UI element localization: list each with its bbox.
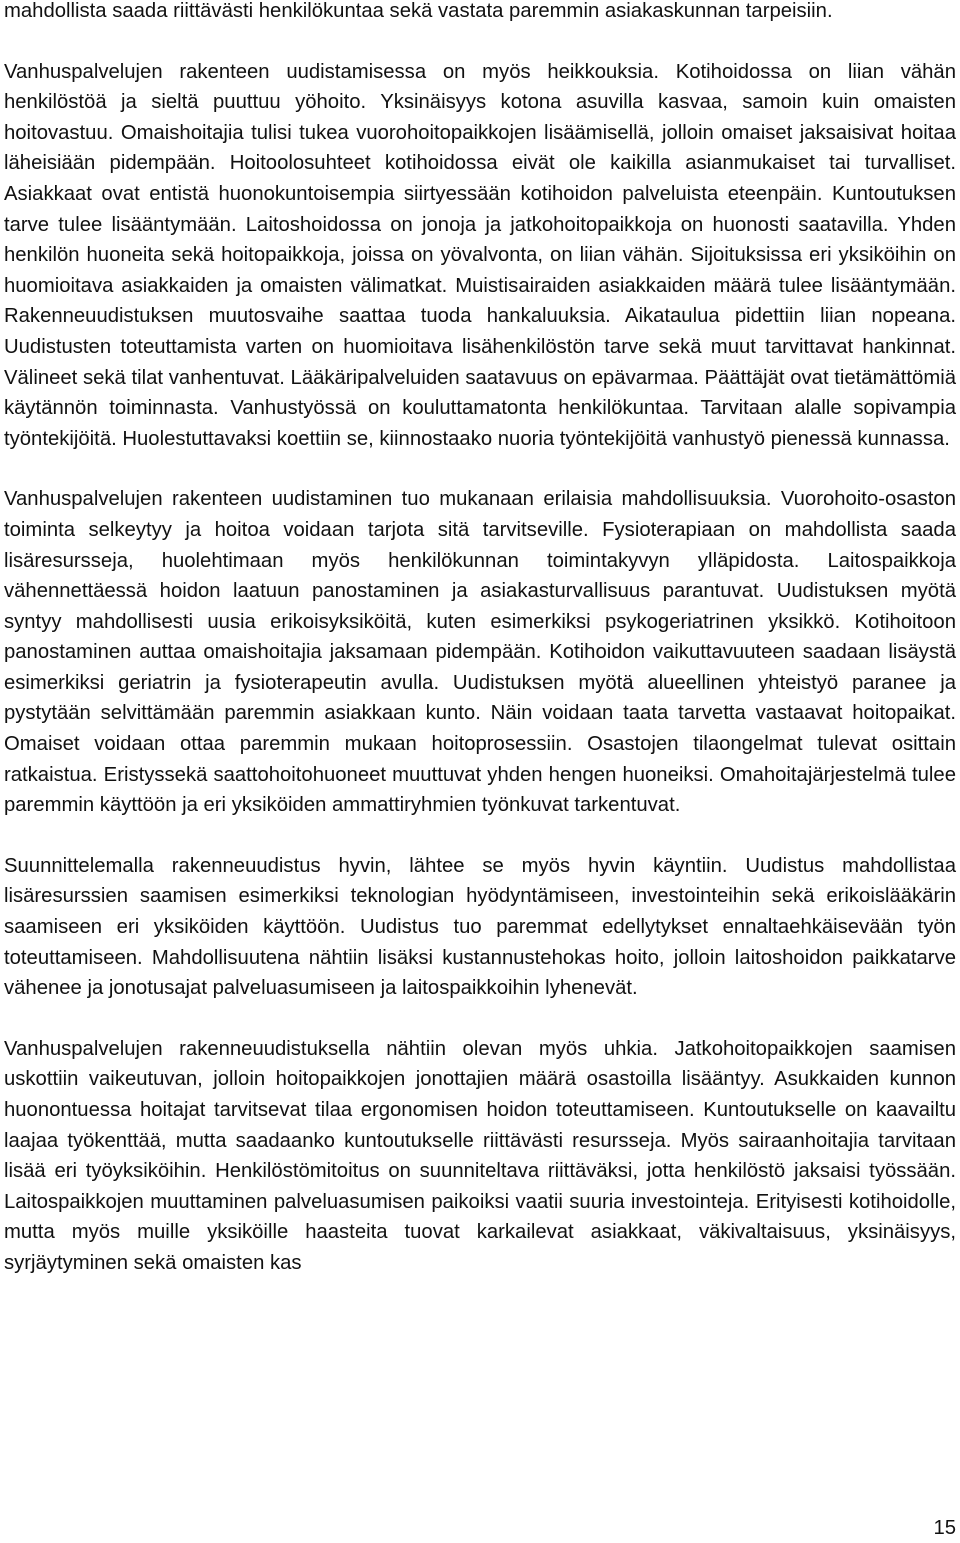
paragraph-planning: Suunnittelemalla rakenneuudistus hyvin, lähtee se myös hyvin käyntiin. Uudistus mahdollistaa lisäresurssien saamisen esimerkiksi teknologian hyödyntämiseen, investointeihin sekä erikoislääkärin saamiseen eri yksiköiden käyttöön. Uudistus tuo paremmat edellytykset ennaltaehkäisevään työn toteuttamiseen. Mahdollisuutena nähtiin lisäksi kustannustehokas hoito, jolloin laitoshoidon paikkatarve vähenee ja jonotusajat palveluasumiseen ja laitospaikkoihin lyhenevät. (4, 854, 956, 1000)
paragraph-weaknesses: Vanhuspalvelujen rakenteen uudistamisessa on myös heikkouksia. Kotihoidossa on liian vähän henkilöstöä ja sieltä puuttuu yöhoito. Yksinäisyys kotona asuvilla kasvaa, samoin kuin omaisten hoitovastuu. Omaishoitajia tulisi tukea vuorohoitopaikkojen lisäämisellä, jolloin omaiset jaksaisivat hoitaa läheisiään pidempään. Hoitoolosuhteet kotihoidossa eivät ole kaikilla asianmukaiset tai turvalliset. Asiakkaat ovat entistä huonokuntoisempia siirtyessään kotihoidon palveluista eteenpäin. Kuntoutuksen tarve tulee lisääntymään. Laitoshoidossa on jonoja ja jatkohoitopaikkoja on huonosti saatavilla. Yhden henkilön huoneita sekä hoitopaikkoja, joissa on yövalvonta, on liian vähän. Sijoituksissa eri yksiköihin on huomioitava asiakkaiden ja omaisten välimatkat. Muistisairaiden asiakkaiden määrä tulee lisääntymään. Rakenneuudistuksen muutosvaihe saattaa tuoda hankaluuksia. Aikataulua pidettiin liian nopeana. Uudistusten toteuttamista varten on huomioitava lisähenkilöstön tarve sekä muut tarvittavat hankinnat. Välineet sekä tilat vanhentuvat. Lääkäripalveluiden saatavuus on epävarmaa. Päättäjät ovat tietämättömiä käytännön toiminnasta. Vanhustyössä on kouluttamatonta henkilökuntaa. Tarvitaan alalle sopivampia työntekijöitä. Huolestuttavaksi koettiin se, kiinnostaako nuoria työntekijöitä vanhustyö pienessä kunnassa. (4, 60, 956, 450)
paragraph-opportunities: Vanhuspalvelujen rakenteen uudistaminen tuo mukanaan erilaisia mahdollisuuksia. Vuorohoito-osaston toiminta selkeytyy ja hoitoa voidaan tarjota sitä tarvitseville. Fysioterapiaan on mahdollista saada lisäresursseja, huolehtimaan myös henkilökunnan toimintakyvyn ylläpidosta. Laitospaikkoja vähennettäessä hoidon laatuun panostaminen ja asiakasturvallisuus parantuvat. Uudistuksen myötä syntyy mahdollisesti uusia erikoisyksiköitä, kuten esimerkiksi psykogeriatrinen yksikkö. Kotihoitoon panostaminen auttaa omaishoitajia jaksamaan pidempään. Kotihoidon vaikuttavuuteen saadaan lisäystä esimerkiksi geriatrin ja fysioterapeutin avulla. Uudistuksen myötä alueellinen yhteistyö paranee ja pystytään selvittämään paremmin asiakkaan kunto. Näin voidaan taata tarvetta vastaavat hoitopaikat. Omaiset voidaan ottaa paremmin mukaan hoitoprosessiin. Osastojen tilaongelmat tulevat osittain ratkaistua. Eristyssekä saattohoitohuoneet muuttuvat yhden hengen huoneiksi. Omahoitajärjestelmä tulee paremmin käyttöön ja eri yksiköiden ammattiryhmien työnkuvat tarkentuvat. (4, 488, 956, 817)
paragraph-continuation: mahdollista saada riittävästi henkilökuntaa sekä vastata paremmin asiakaskunnan tarpeisiin. (4, 0, 833, 22)
page-number: 15 (933, 1517, 956, 1539)
paragraph-threats: Vanhuspalvelujen rakenneuudistuksella nähtiin olevan myös uhkia. Jatkohoitopaikkojen saamisen uskottiin vaikeutuvan, jolloin hoitopaikkojen jonottajien määrä osastoilla lisääntyy. Asukkaiden kunnon huonontuessa hoitajat tarvitsevat tilaa ergonomisen hoidon toteuttamiseen. Kuntoutukselle on kaavailtu laajaa työkenttää, mutta saadaanko kuntoutukselle riittävästi resursseja. Myös sairaanhoitajia tarvitaan lisää eri työyksiköihin. Henkilöstömitoitus on suunniteltava riittäväksi, jotta henkilöstö jaksaisi työssään. Laitospaikkojen muuttaminen palveluasumisen paikoiksi vaatii suuria investointeja. Erityisesti kotihoidolle, mutta myös muille yksiköille haasteita tuovat karkailevat asiakkaat, väkivaltaisuus, yksinäisyys, syrjäytyminen sekä omaisten kas (4, 1037, 956, 1274)
body-text (4, 0, 956, 1279)
